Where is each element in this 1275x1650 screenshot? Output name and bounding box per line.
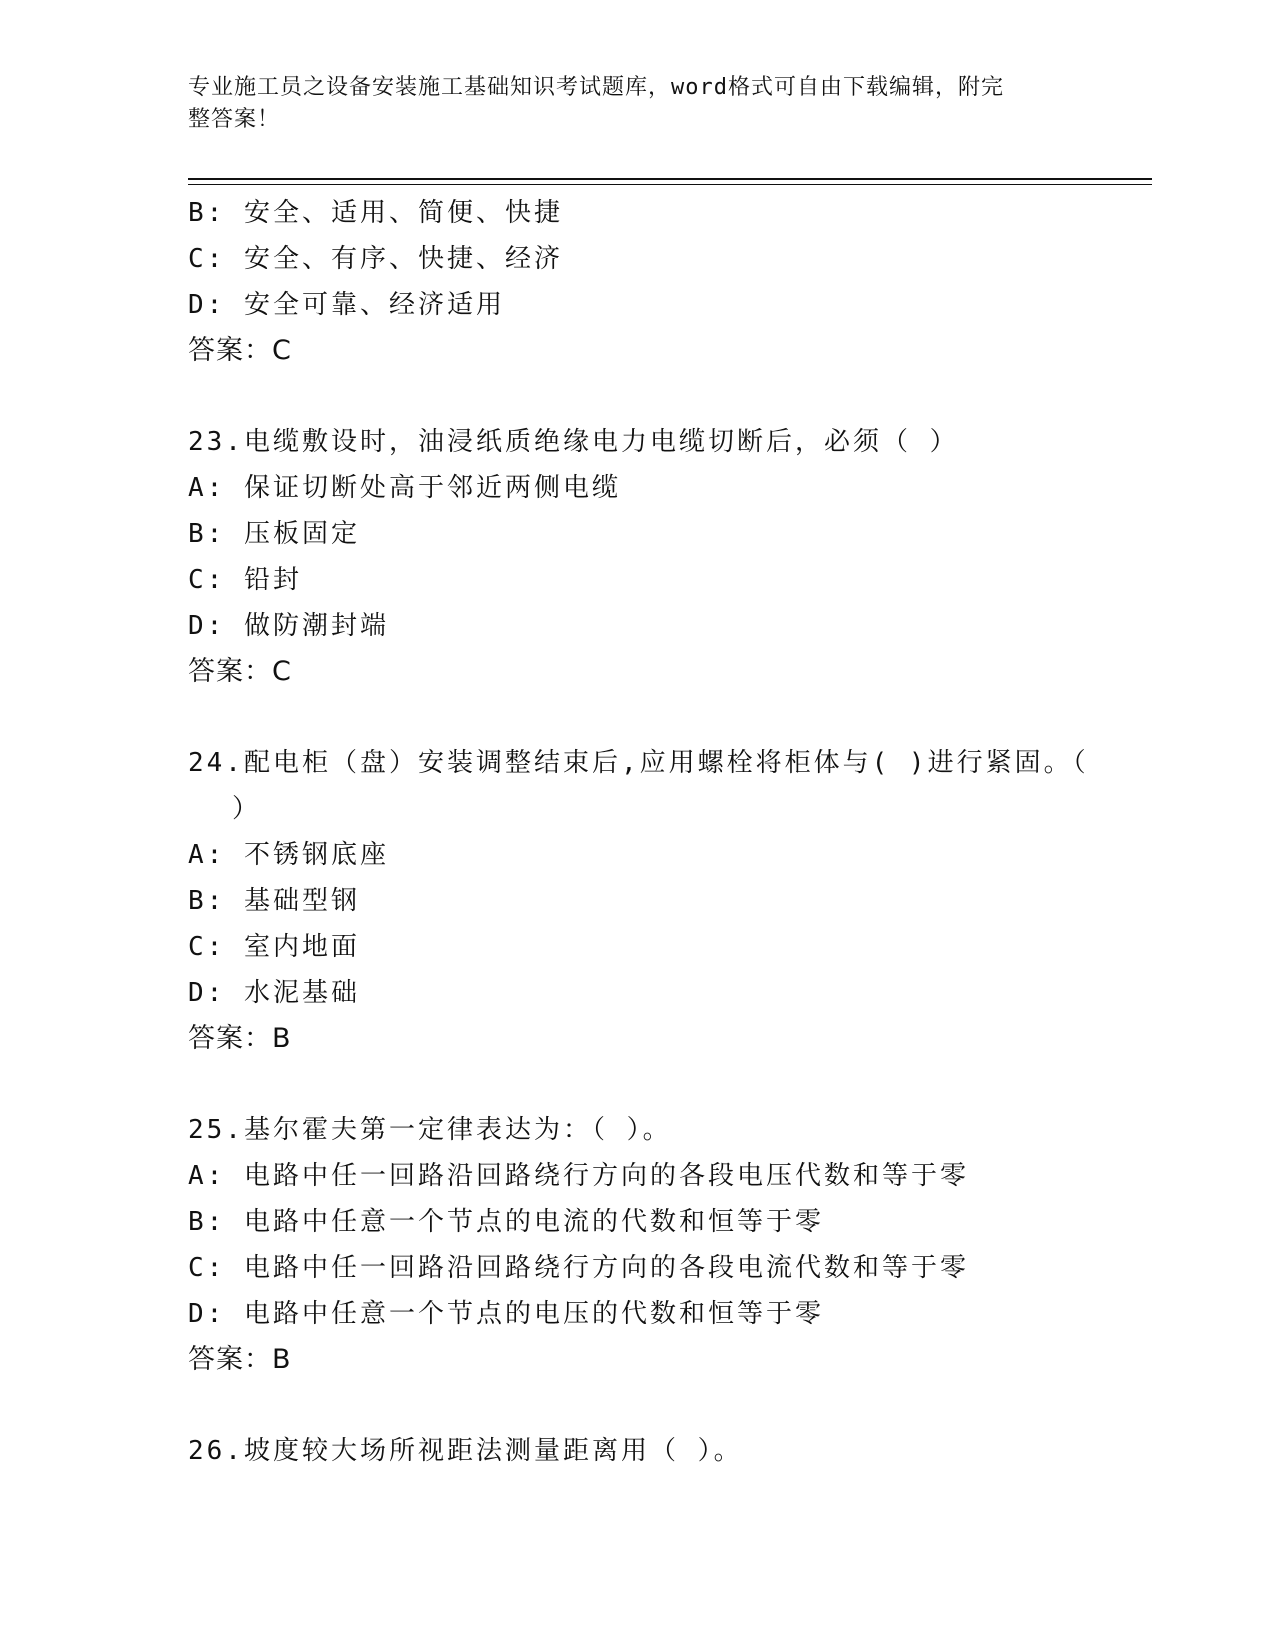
option-c: C: 室内地面 [188, 932, 360, 962]
question-text-continued: ） [232, 794, 262, 824]
question-block-25 [188, 1107, 1148, 1383]
question-list [188, 190, 1148, 1474]
option-a: A: 不锈钢底座 [188, 840, 389, 870]
option-c: C: 安全、有序、快捷、经济 [188, 244, 563, 274]
option-d: D: 做防潮封端 [188, 611, 389, 641]
answer-line: 答案：C [188, 656, 292, 687]
header-line-2: 整答案！ [188, 107, 281, 132]
option-b: B: 压板固定 [188, 519, 360, 549]
question-text: 26.坡度较大场所视距法测量距离用（ ）。 [188, 1436, 743, 1466]
option-a: A: 电路中任一回路沿回路绕行方向的各段电压代数和等于零 [188, 1161, 969, 1191]
document-header [188, 72, 1088, 136]
option-b: B: 电路中任意一个节点的电流的代数和恒等于零 [188, 1207, 824, 1237]
option-b: B: 基础型钢 [188, 886, 360, 916]
option-c: C: 铅封 [188, 565, 302, 595]
spacer [188, 1062, 1148, 1107]
question-text: 23.电缆敷设时，油浸纸质绝缘电力电缆切断后，必须（ ） [188, 427, 959, 457]
header-line-1: 专业施工员之设备安装施工基础知识考试题库，word格式可自由下载编辑，附完 [188, 75, 1004, 100]
question-text: 25.基尔霍夫第一定律表达为：（ ）。 [188, 1115, 672, 1145]
option-d: D: 水泥基础 [188, 978, 360, 1008]
question-text: 24.配电柜（盘）安装调整结束后,应用螺栓将柜体与( )进行紧固。（ [188, 748, 1089, 778]
option-c: C: 电路中任一回路沿回路绕行方向的各段电流代数和等于零 [188, 1253, 969, 1283]
header-divider-thick [188, 178, 1152, 180]
spacer [188, 1383, 1148, 1428]
question-block-22 [188, 190, 1148, 374]
answer-line: 答案：C [188, 335, 292, 366]
question-block-26 [188, 1428, 1148, 1474]
question-block-24 [188, 740, 1148, 1062]
option-b: B: 安全、适用、简便、快捷 [188, 198, 563, 228]
header-divider-thin [188, 184, 1152, 185]
option-a: A: 保证切断处高于邻近两侧电缆 [188, 473, 621, 503]
question-block-23 [188, 419, 1148, 695]
spacer [188, 695, 1148, 740]
option-d: D: 安全可靠、经济适用 [188, 290, 505, 320]
option-d: D: 电路中任意一个节点的电压的代数和恒等于零 [188, 1299, 824, 1329]
spacer [188, 374, 1148, 419]
answer-line: 答案：B [188, 1023, 292, 1054]
answer-line: 答案：B [188, 1344, 292, 1375]
